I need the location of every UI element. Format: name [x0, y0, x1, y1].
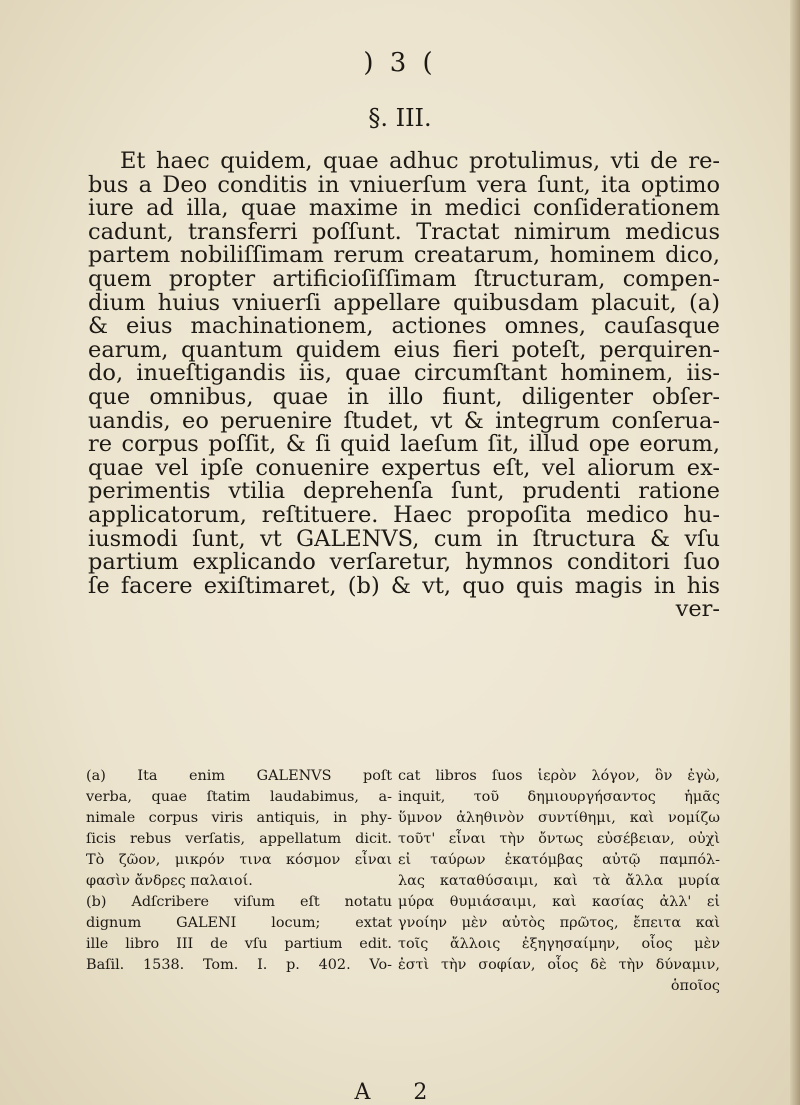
- page-number: ) 3 (: [363, 48, 437, 78]
- footnotes-right-column: [398, 766, 720, 997]
- text-line: que omnibus, quae in illo fiunt, diligenter obſer-: [88, 383, 720, 410]
- footnotes-left-column: [86, 766, 392, 976]
- footnote-line: φασὶν ἄνδρες παλαιοί.: [86, 873, 253, 889]
- signature-mark: A 2: [354, 1080, 446, 1105]
- text-line: perimentis vtilia deprehenſa ſunt, prudenti ratione: [88, 478, 720, 505]
- footnote-line: γνοίην μὲν αὐτὸς πρῶτος, ἔπειτα καὶ: [398, 915, 720, 931]
- text-line: & eius machinationem, actiones omnes, cauſasque: [88, 313, 720, 340]
- text-line: Et haec quidem, quae adhuc protulimus, vti de re-: [120, 148, 720, 174]
- text-line: applicatorum, reſtituere. Haec propoſita medico hu-: [88, 501, 720, 528]
- text-line: earum, quantum quidem eius fieri poteſt, perquiren-: [88, 336, 720, 363]
- text-line: cadunt, transferri poſſunt. Tractat nimirum medicus: [88, 218, 720, 245]
- footnote-line: μύρα θυμιάσαιμι, καὶ κασίας ἀλλ' εἰ: [398, 894, 720, 910]
- text-line: iure ad illa, quae maxime in medici conſiderationem: [88, 195, 720, 222]
- footnote-line: (b) Adſcribere viſum eſt notatu: [86, 894, 392, 910]
- footnote-line: λας καταθύσαιμι, καὶ τὰ ἄλλα μυρία: [398, 873, 720, 889]
- footnote-line: τοῦτ' εἶναι τὴν ὄντως εὐσέβειαν, οὐχὶ: [398, 831, 720, 847]
- text-line: re corpus poſſit, & ſi quid laeſum ſit, illud ope eorum,: [88, 431, 720, 458]
- footnote-line: ſicis rebus verſatis, appellatum dicit.: [86, 831, 392, 847]
- footnote-line: cat libros ſuos ἱερὸν λόγον, ὃν ἐγὼ,: [398, 768, 720, 784]
- footnote-line: εἰ ταύρων ἑκατόμβας αὐτῷ παμπόλ-: [398, 852, 720, 868]
- footnote-catchword: ὁποῖος: [670, 978, 720, 994]
- text-line: partem nobiliſſimam rerum creatarum, hominem dico,: [88, 242, 720, 269]
- footnote-line: inquit, τοῦ δημιουργήσαντος ἡμᾶς: [398, 789, 720, 805]
- text-line: bus a Deo conditis in vniuerſum vera ſunt, ita optimo: [88, 171, 720, 198]
- text-line: ſe facere exiſtimaret, (b) & vt, quo quis magis in his: [88, 572, 720, 599]
- catchword: ver-: [675, 596, 720, 623]
- footnote-line: (a) Ita enim GALENVS poſt: [86, 768, 392, 784]
- footnote-line: ὕμνον ἀληθινὸν συντίθημι, καὶ νομίζω: [398, 810, 720, 826]
- footnote-line: ille libro III de vſu partium edit.: [86, 936, 392, 952]
- footnote-line: nimale corpus viris antiquis, in phy-: [86, 810, 392, 826]
- footnote-line: dignum GALENI locum; extat: [86, 915, 392, 931]
- footnote-line: ἐστὶ τὴν σοφίαν, οἷος δὲ τὴν δύναμιν,: [398, 957, 720, 973]
- text-line: quae vel ipſe conuenire expertus eſt, vel aliorum ex-: [88, 454, 720, 481]
- footnote-line: verba, quae ſtatim laudabimus, a-: [86, 789, 392, 805]
- text-line: quem propter artificioſiſſimam ſtructuram, compen-: [88, 265, 720, 292]
- section-heading: §. III.: [368, 104, 432, 132]
- footnote-line: τοῖς ἄλλοις ἐξηγησαίμην, οἷος μὲν: [398, 936, 720, 952]
- text-line: iusmodi ſunt, vt GALENVS, cum in ſtructura & vſu: [88, 525, 720, 552]
- footnote-line: Τὸ ζῶον, μικρόν τινα κόσμον εἶναι: [86, 852, 392, 868]
- text-line: uandis, eo peruenire ſtudet, vt & integrum conſerua-: [88, 407, 720, 434]
- text-line: do, inueſtigandis iis, quae circumſtant hominem, iis-: [88, 360, 720, 387]
- text-line: partium explicando verſaretur, hymnos conditori ſuo: [88, 549, 720, 576]
- text-line: dium huius vniuerſi appellare quibusdam placuit, (a): [88, 289, 720, 316]
- footnote-line: Baſil. 1538. Tom. I. p. 402. Vo-: [86, 957, 392, 973]
- page-edge: [790, 0, 800, 1105]
- main-text: [88, 150, 720, 622]
